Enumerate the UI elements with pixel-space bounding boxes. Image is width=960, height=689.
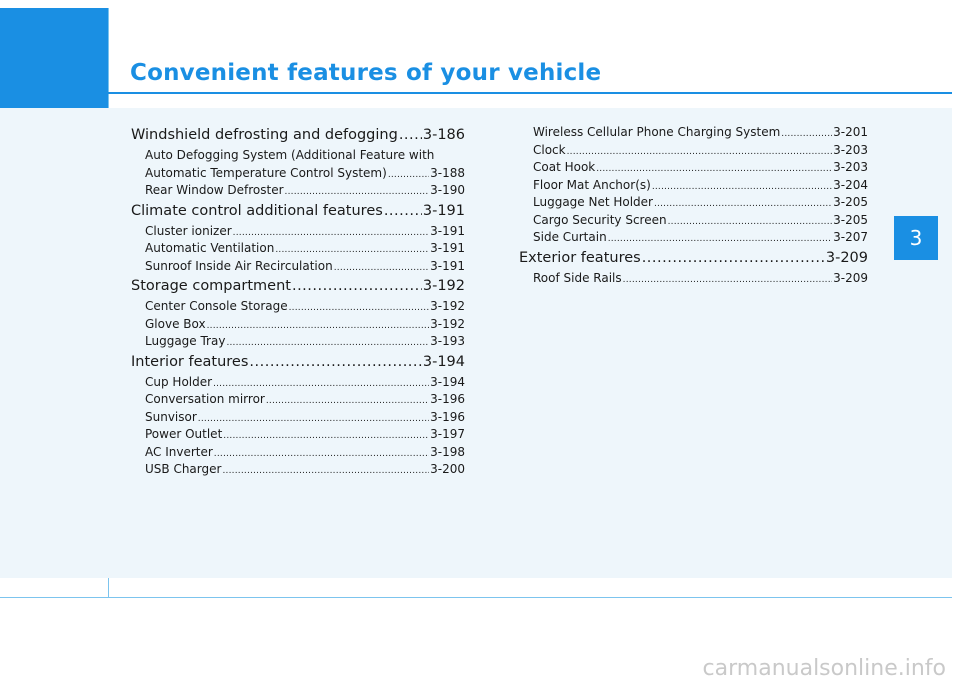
toc-page-number: 3-204	[833, 177, 868, 192]
chapter-tab[interactable]: 3	[894, 216, 938, 260]
toc-item-label: Glove Box	[145, 316, 206, 331]
dot-leader	[668, 214, 833, 232]
toc-section-interior-features[interactable]	[131, 351, 465, 374]
toc-item-clock[interactable]	[519, 142, 868, 160]
toc-item-label: Power Outlet	[145, 427, 223, 441]
toc-page-number: 3-198	[430, 444, 465, 459]
toc-item-cup-holder[interactable]	[131, 374, 465, 392]
toc-section-label: Interior features	[131, 353, 249, 370]
toc-page-number: 3-192	[430, 299, 465, 313]
toc-item-label: Conversation mirror	[145, 392, 265, 406]
toc-item-glove-box[interactable]	[131, 316, 465, 334]
toc-item-label: Floor Mat Anchor(s)	[533, 177, 651, 192]
toc-page-number: 3-191	[422, 202, 465, 219]
toc-page-number: 3-191	[430, 241, 465, 255]
toc-item-power-outlet[interactable]	[131, 426, 465, 444]
toc-section-storage-compartment[interactable]	[131, 275, 465, 298]
toc-page-number: 3-193	[430, 334, 465, 348]
dot-leader	[207, 318, 430, 336]
dot-leader	[567, 144, 833, 162]
dot-leader	[388, 167, 429, 185]
toc-page-number: 3-207	[833, 230, 868, 244]
dot-leader	[223, 428, 429, 446]
page-title: Convenient features of your vehicle	[130, 60, 602, 86]
toc-page-number: 3-203	[833, 160, 868, 174]
bottom-divider	[0, 597, 952, 598]
dot-leader	[623, 272, 832, 290]
toc-section-label: Windshield defrosting and defogging	[131, 127, 398, 143]
dot-leader	[652, 179, 832, 197]
title-underline	[0, 92, 952, 94]
toc-item-label: Automatic Temperature Control System)	[145, 165, 387, 180]
toc-item-automatic-ventilation[interactable]	[131, 240, 465, 258]
toc-page-number: 3-209	[833, 270, 868, 285]
toc-item-label: Roof Side Rails	[533, 270, 622, 285]
toc-item-roof-side-rails[interactable]	[519, 270, 868, 288]
toc-item-cluster-ionizer[interactable]	[131, 223, 465, 241]
toc-item-label: AC Inverter	[145, 444, 213, 459]
toc-page-number: 3-201	[833, 125, 868, 139]
toc-item-label: Sunvisor	[145, 409, 197, 424]
toc-item-label: Cup Holder	[145, 374, 213, 389]
dot-leader	[384, 200, 422, 223]
toc-item-label: Clock	[533, 142, 566, 157]
toc-item-label: Wireless Cellular Phone Charging System	[533, 125, 781, 139]
toc-page-number: 3-191	[430, 258, 465, 273]
toc-page-number: 3-192	[422, 278, 465, 294]
dot-leader	[292, 275, 422, 298]
toc-item-conversation-mirror[interactable]	[131, 391, 465, 409]
toc-page-number: 3-194	[422, 353, 465, 370]
toc-page-number: 3-190	[430, 183, 465, 197]
toc-item-label: Sunroof Inside Air Recirculation	[145, 258, 333, 273]
toc-item-sunvisor[interactable]	[131, 409, 465, 427]
toc-item-label: Luggage Net Holder	[533, 195, 653, 209]
dot-leader	[289, 300, 430, 318]
toc-item-center-console-storage[interactable]	[131, 298, 465, 316]
toc-item-wireless-charging[interactable]	[519, 124, 868, 142]
toc-item-auto-defogging-line1[interactable]	[131, 147, 465, 165]
toc-section-exterior-features[interactable]	[519, 247, 868, 270]
toc-item-cargo-security-screen[interactable]	[519, 212, 868, 230]
dot-leader	[249, 351, 421, 374]
toc-left-column	[131, 124, 465, 479]
toc-item-luggage-net-holder[interactable]	[519, 194, 868, 212]
toc-page-number: 3-209	[825, 249, 868, 266]
dot-leader	[399, 124, 422, 147]
toc-item-usb-charger[interactable]	[131, 461, 465, 479]
toc-section-label: Climate control additional features	[131, 202, 383, 219]
toc-item-floor-mat-anchor[interactable]	[519, 177, 868, 195]
toc-section-label: Exterior features	[519, 249, 641, 266]
toc-page-number: 3-192	[430, 316, 465, 331]
toc-item-label: USB Charger	[145, 462, 222, 476]
toc-item-ac-inverter[interactable]	[131, 444, 465, 462]
toc-section-windshield-defrosting[interactable]	[131, 124, 465, 147]
toc-item-label: Auto Defogging System (Additional Feature with	[145, 148, 435, 162]
toc-page-number: 3-188	[430, 165, 465, 180]
toc-item-sunroof-recirculation[interactable]	[131, 258, 465, 276]
toc-page-number: 3-191	[430, 223, 465, 238]
toc-page-number: 3-186	[422, 127, 465, 143]
toc-item-label: Cargo Security Screen	[533, 212, 667, 227]
toc-section-climate-control[interactable]	[131, 200, 465, 223]
toc-item-label: Center Console Storage	[145, 299, 288, 313]
dot-leader	[266, 393, 429, 411]
toc-page-number: 3-194	[430, 374, 465, 389]
watermark: carmanualsonline.info	[702, 656, 946, 681]
toc-item-label: Coat Hook	[533, 160, 596, 174]
toc-page-number: 3-203	[833, 142, 868, 157]
toc-item-label: Rear Window Defroster	[145, 183, 284, 197]
toc-item-label: Automatic Ventilation	[145, 241, 275, 255]
toc-page-number: 3-196	[430, 392, 465, 406]
toc-section-label: Storage compartment	[131, 278, 291, 294]
toc-item-label: Cluster ionizer	[145, 223, 232, 238]
dot-leader	[222, 463, 429, 481]
toc-page-number: 3-205	[833, 195, 868, 209]
toc-page-number: 3-200	[430, 462, 465, 476]
toc-item-rear-window-defroster[interactable]	[131, 182, 465, 200]
toc-page-number: 3-205	[833, 212, 868, 227]
toc-item-coat-hook[interactable]	[519, 159, 868, 177]
toc-item-label: Side Curtain	[533, 230, 607, 244]
dot-leader	[642, 247, 825, 270]
dot-leader	[214, 446, 429, 464]
toc-page-number: 3-196	[430, 409, 465, 424]
dot-leader	[654, 196, 832, 214]
toc-item-label: Luggage Tray	[145, 334, 226, 348]
dot-leader	[781, 126, 832, 144]
toc-item-auto-defogging[interactable]	[131, 165, 465, 183]
toc-item-side-curtain[interactable]	[519, 229, 868, 247]
toc-item-luggage-tray[interactable]	[131, 333, 465, 351]
dot-leader	[198, 411, 429, 429]
toc-right-column	[519, 124, 868, 287]
toc-page-number: 3-197	[430, 427, 465, 441]
